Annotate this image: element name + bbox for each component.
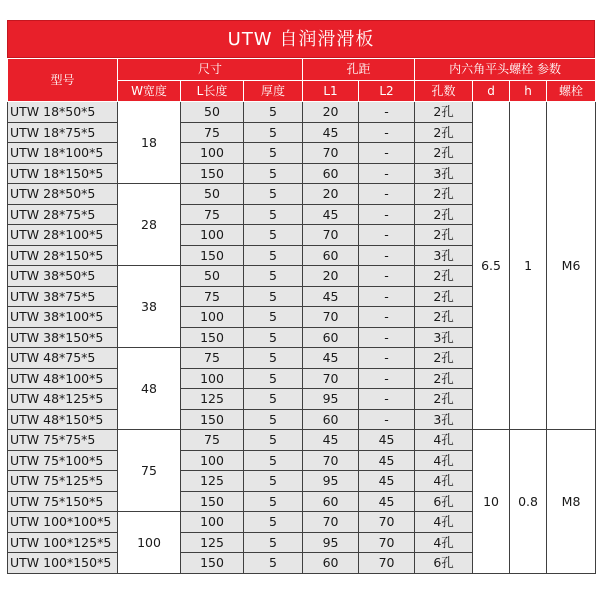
cell-model: UTW 75*150*5 [8, 491, 118, 512]
table-title: UTW 自润滑滑板 [7, 20, 595, 58]
cell-thickness: 5 [244, 307, 303, 328]
cell-l-length: 50 [181, 184, 244, 205]
cell-holes: 2孔 [415, 368, 473, 389]
cell-model: UTW 48*150*5 [8, 409, 118, 430]
cell-l1: 60 [303, 553, 359, 574]
cell-l2: - [359, 225, 415, 246]
cell-holes: 3孔 [415, 327, 473, 348]
header-hole-distance: 孔距 [303, 59, 415, 81]
cell-l2: - [359, 307, 415, 328]
cell-thickness: 5 [244, 163, 303, 184]
cell-l-length: 150 [181, 409, 244, 430]
cell-l2: 45 [359, 471, 415, 492]
cell-l1: 45 [303, 348, 359, 369]
spec-table [7, 58, 596, 574]
cell-model: UTW 48*75*5 [8, 348, 118, 369]
cell-l2: - [359, 368, 415, 389]
cell-holes: 2孔 [415, 266, 473, 287]
cell-holes: 3孔 [415, 409, 473, 430]
header-w-width: W宽度 [118, 81, 181, 102]
header-row-1 [8, 59, 596, 81]
cell-model: UTW 38*75*5 [8, 286, 118, 307]
cell-l-length: 75 [181, 122, 244, 143]
cell-l-length: 150 [181, 553, 244, 574]
cell-l2: - [359, 163, 415, 184]
cell-thickness: 5 [244, 143, 303, 164]
cell-holes: 2孔 [415, 348, 473, 369]
cell-l-length: 100 [181, 512, 244, 533]
cell-thickness: 5 [244, 491, 303, 512]
cell-l-length: 150 [181, 491, 244, 512]
cell-l-length: 125 [181, 532, 244, 553]
cell-thickness: 5 [244, 532, 303, 553]
cell-model: UTW 100*150*5 [8, 553, 118, 574]
cell-model: UTW 18*50*5 [8, 102, 118, 123]
cell-model: UTW 38*150*5 [8, 327, 118, 348]
cell-thickness: 5 [244, 409, 303, 430]
cell-l1: 70 [303, 225, 359, 246]
header-d: d [473, 81, 510, 102]
cell-holes: 4孔 [415, 532, 473, 553]
cell-thickness: 5 [244, 430, 303, 451]
cell-model: UTW 28*150*5 [8, 245, 118, 266]
cell-l1: 45 [303, 286, 359, 307]
cell-l-length: 75 [181, 348, 244, 369]
cell-l1: 95 [303, 389, 359, 410]
cell-w-width: 100 [118, 512, 181, 574]
cell-thickness: 5 [244, 102, 303, 123]
cell-l1: 70 [303, 512, 359, 533]
cell-l1: 45 [303, 204, 359, 225]
cell-l-length: 50 [181, 102, 244, 123]
cell-thickness: 5 [244, 286, 303, 307]
cell-model: UTW 18*150*5 [8, 163, 118, 184]
cell-d: 6.5 [473, 102, 510, 430]
cell-bolt: M8 [547, 430, 596, 574]
cell-l1: 70 [303, 450, 359, 471]
cell-model: UTW 75*100*5 [8, 450, 118, 471]
cell-l-length: 150 [181, 163, 244, 184]
cell-l-length: 100 [181, 368, 244, 389]
cell-l-length: 100 [181, 225, 244, 246]
cell-model: UTW 75*75*5 [8, 430, 118, 451]
cell-h: 0.8 [510, 430, 547, 574]
header-model: 型号 [8, 59, 118, 102]
cell-l-length: 50 [181, 266, 244, 287]
cell-l2: - [359, 204, 415, 225]
cell-l1: 60 [303, 163, 359, 184]
cell-l-length: 75 [181, 286, 244, 307]
cell-thickness: 5 [244, 266, 303, 287]
cell-thickness: 5 [244, 204, 303, 225]
cell-l-length: 125 [181, 471, 244, 492]
cell-w-width: 18 [118, 102, 181, 184]
cell-holes: 2孔 [415, 184, 473, 205]
cell-holes: 6孔 [415, 491, 473, 512]
cell-l1: 70 [303, 368, 359, 389]
cell-thickness: 5 [244, 348, 303, 369]
cell-holes: 2孔 [415, 307, 473, 328]
cell-l-length: 75 [181, 430, 244, 451]
cell-w-width: 28 [118, 184, 181, 266]
cell-l-length: 150 [181, 245, 244, 266]
cell-holes: 2孔 [415, 286, 473, 307]
header-bolt-params: 内六角平头螺栓 参数 [415, 59, 596, 81]
cell-l1: 95 [303, 471, 359, 492]
cell-thickness: 5 [244, 225, 303, 246]
cell-l-length: 125 [181, 389, 244, 410]
header-h: h [510, 81, 547, 102]
cell-holes: 3孔 [415, 163, 473, 184]
cell-l2: - [359, 143, 415, 164]
cell-l-length: 150 [181, 327, 244, 348]
cell-holes: 4孔 [415, 471, 473, 492]
cell-l2: - [359, 348, 415, 369]
cell-l-length: 100 [181, 307, 244, 328]
table-row [8, 102, 596, 123]
header-holes: 孔数 [415, 81, 473, 102]
cell-thickness: 5 [244, 512, 303, 533]
header-thickness: 厚度 [244, 81, 303, 102]
cell-thickness: 5 [244, 245, 303, 266]
cell-l1: 45 [303, 122, 359, 143]
cell-model: UTW 75*125*5 [8, 471, 118, 492]
cell-thickness: 5 [244, 389, 303, 410]
cell-model: UTW 48*125*5 [8, 389, 118, 410]
cell-l1: 60 [303, 327, 359, 348]
cell-l1: 70 [303, 307, 359, 328]
cell-l1: 20 [303, 102, 359, 123]
cell-l2: 45 [359, 491, 415, 512]
spec-sheet [7, 20, 595, 574]
cell-l2: - [359, 122, 415, 143]
cell-thickness: 5 [244, 553, 303, 574]
cell-l-length: 75 [181, 204, 244, 225]
cell-h: 1 [510, 102, 547, 430]
cell-holes: 4孔 [415, 430, 473, 451]
cell-l1: 60 [303, 245, 359, 266]
cell-holes: 2孔 [415, 225, 473, 246]
cell-model: UTW 28*75*5 [8, 204, 118, 225]
cell-thickness: 5 [244, 368, 303, 389]
cell-l1: 60 [303, 409, 359, 430]
cell-l2: 45 [359, 430, 415, 451]
cell-model: UTW 28*50*5 [8, 184, 118, 205]
cell-l2: - [359, 327, 415, 348]
cell-holes: 4孔 [415, 512, 473, 533]
cell-thickness: 5 [244, 122, 303, 143]
cell-l2: - [359, 184, 415, 205]
cell-l1: 20 [303, 184, 359, 205]
cell-model: UTW 18*100*5 [8, 143, 118, 164]
cell-l1: 95 [303, 532, 359, 553]
cell-holes: 2孔 [415, 122, 473, 143]
cell-l2: 45 [359, 450, 415, 471]
cell-l2: - [359, 286, 415, 307]
cell-l2: 70 [359, 532, 415, 553]
cell-l-length: 100 [181, 143, 244, 164]
header-l1: L1 [303, 81, 359, 102]
cell-d: 10 [473, 430, 510, 574]
cell-l1: 60 [303, 491, 359, 512]
cell-w-width: 75 [118, 430, 181, 512]
cell-model: UTW 48*100*5 [8, 368, 118, 389]
cell-thickness: 5 [244, 471, 303, 492]
cell-thickness: 5 [244, 184, 303, 205]
cell-bolt: M6 [547, 102, 596, 430]
cell-holes: 3孔 [415, 245, 473, 266]
cell-l2: - [359, 389, 415, 410]
cell-l2: - [359, 245, 415, 266]
cell-holes: 4孔 [415, 450, 473, 471]
header-bolt: 螺栓 [547, 81, 596, 102]
cell-holes: 2孔 [415, 143, 473, 164]
cell-l-length: 100 [181, 450, 244, 471]
cell-holes: 2孔 [415, 204, 473, 225]
cell-thickness: 5 [244, 450, 303, 471]
cell-model: UTW 100*125*5 [8, 532, 118, 553]
cell-model: UTW 18*75*5 [8, 122, 118, 143]
header-l-length: L长度 [181, 81, 244, 102]
cell-l1: 20 [303, 266, 359, 287]
table-body [8, 102, 596, 574]
cell-w-width: 38 [118, 266, 181, 348]
cell-l2: 70 [359, 512, 415, 533]
cell-l1: 70 [303, 143, 359, 164]
cell-w-width: 48 [118, 348, 181, 430]
cell-model: UTW 28*100*5 [8, 225, 118, 246]
header-size: 尺寸 [118, 59, 303, 81]
cell-l2: 70 [359, 553, 415, 574]
cell-holes: 2孔 [415, 389, 473, 410]
cell-l1: 45 [303, 430, 359, 451]
table-row [8, 430, 596, 451]
cell-l2: - [359, 102, 415, 123]
cell-model: UTW 100*100*5 [8, 512, 118, 533]
cell-model: UTW 38*100*5 [8, 307, 118, 328]
cell-l2: - [359, 266, 415, 287]
cell-holes: 2孔 [415, 102, 473, 123]
header-l2: L2 [359, 81, 415, 102]
cell-model: UTW 38*50*5 [8, 266, 118, 287]
cell-holes: 6孔 [415, 553, 473, 574]
cell-l2: - [359, 409, 415, 430]
cell-thickness: 5 [244, 327, 303, 348]
